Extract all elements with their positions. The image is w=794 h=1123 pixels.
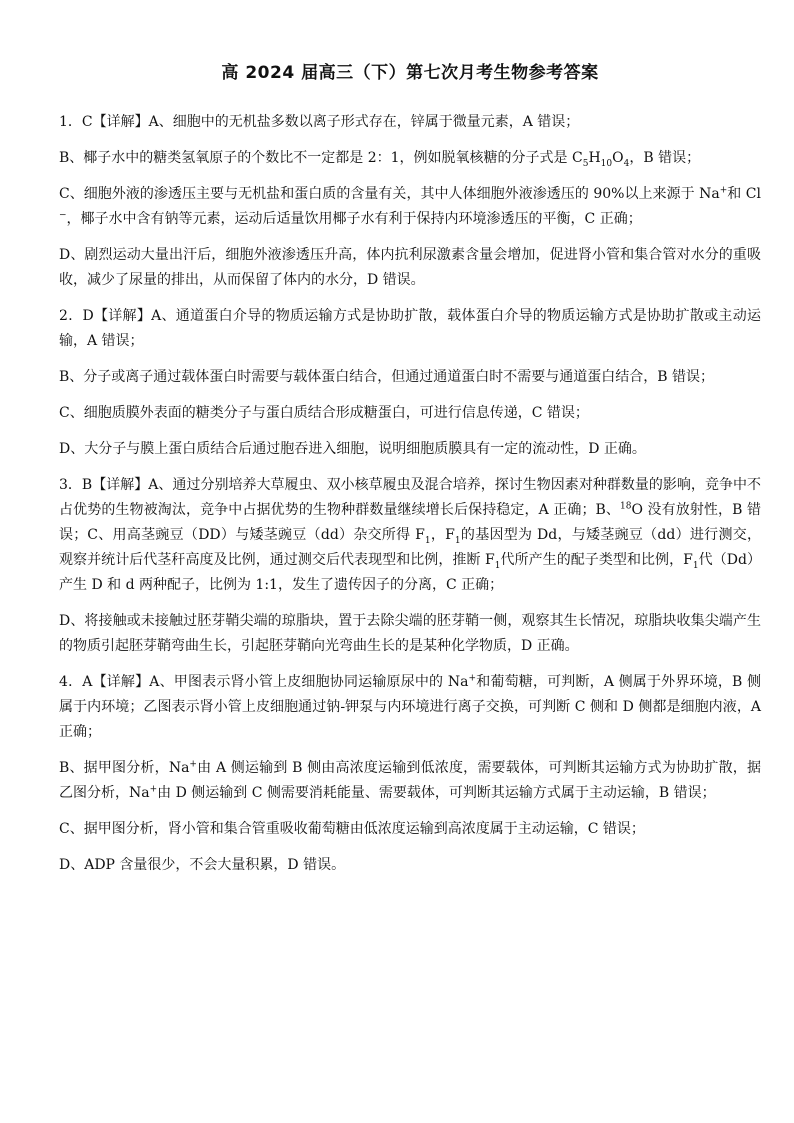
page-title: 高 2024 届高三（下）第七次月考生物参考答案 xyxy=(221,63,599,83)
answer-page xyxy=(59,58,761,889)
answer-paragraph-q3-a: 3．B【详解】A、通过分别培养大草履虫、双小核草履虫及混合培养，探讨生物因素对种群数量的影响，竞争中不占优势的生物被淘汰，竞争中占据优势的生物种群数量继续增长后保持稳定，A 正确；B、$^{18}$O 没有放射性，B 错误；C、用高茎豌豆（DD）与矮茎豌豆（dd）杂交所得 $F_1$，$F_1$的基因型为 Dd，与矮茎豌豆（dd）进行测交，观察并统计后代茎秆高度及比例，通过测交后代表现型和比例，推断 $F_1$代所产生的配子类型和比例，$F_1$代（Dd）产生 D 和 d 两种配子，比例为 1:1，发生了遗传因子的分离，C 正确； xyxy=(59,477,762,593)
answer-paragraph-q4-d: D、ADP 含量很少，不会大量积累，D 错误。 xyxy=(59,857,346,873)
answer-paragraph-q4-c: C、据甲图分析，肾小管和集合管重吸收葡萄糖由低浓度运输到高浓度属于主动运输，C 错误； xyxy=(59,821,645,837)
answer-paragraph-q4-b: B、据甲图分析，Na+由 A 侧运输到 B 侧由高浓度运输到低浓度，需要载体，可判断其运输方式为协助扩散，据乙图分析，Na+由 D 侧运输到 C 侧需要消耗能量、需要载体，可判断其运输方式属于主动运输，B 错误； xyxy=(59,759,761,801)
answer-content xyxy=(59,110,761,878)
answer-paragraph-q2-c: C、细胞质膜外表面的糖类分子与蛋白质结合形成糖蛋白，可进行信息传递，C 错误； xyxy=(59,405,589,421)
answer-paragraph-q2-b: B、分子或离子通过载体蛋白时需要与载体蛋白结合，但通过通道蛋白时不需要与通道蛋白结合，B 错误； xyxy=(59,369,715,385)
answer-paragraph-q2-a: 2．D【详解】A、通道蛋白介导的物质运输方式是协助扩散，载体蛋白介导的物质运输方式是协助扩散或主动运输，A 错误； xyxy=(59,308,761,349)
answer-paragraph-q4-a: 4．A【详解】A、甲图表示肾小管上皮细胞协同运输原尿中的 Na+和葡萄糖，可判断，A 侧属于外界环境，B 侧属于内环境；乙图表示肾小管上皮细胞通过钠-钾泵与内环境进行离子交换，可判断 C 侧和 D 侧都是细胞内液，A 正确； xyxy=(59,673,761,740)
answer-paragraph-q1-a: 1．C【详解】A、细胞中的无机盐多数以离子形式存在，锌属于微量元素，A 错误； xyxy=(59,114,580,130)
answer-paragraph-q1-b: B、椰子水中的糖类氢氧原子的个数比不一定都是 2：1，例如脱氧核糖的分子式是 $C_5H_{10}O_4$，B 错误； xyxy=(59,150,701,169)
answer-paragraph-q1-d: D、剧烈运动大量出汗后，细胞外液渗透压升高，体内抗利尿激素含量会增加，促进肾小管和集合管对水分的重吸收，减少了尿量的排出，从而保留了体内的水分，D 错误。 xyxy=(59,247,761,288)
answer-paragraph-q3-d: D、将接触或未接触过胚芽鞘尖端的琼脂块，置于去除尖端的胚芽鞘一侧，观察其生长情况，琼脂块收集尖端产生的物质引起胚芽鞘弯曲生长，引起胚芽鞘向光弯曲生长的是某种化学物质，D 正确。 xyxy=(59,613,761,654)
answer-paragraph-q2-d: D、大分子与膜上蛋白质结合后通过胞吞进入细胞，说明细胞质膜具有一定的流动性，D 正确。 xyxy=(59,441,646,457)
answer-paragraph-q1-c: C、细胞外液的渗透压主要与无机盐和蛋白质的含量有关，其中人体细胞外液渗透压的 90%以上来源于 Na+和 Cl−，椰子水中含有钠等元素，运动后适量饮用椰子水有利于保持内环境渗透压的平衡，C 正确； xyxy=(59,185,761,227)
